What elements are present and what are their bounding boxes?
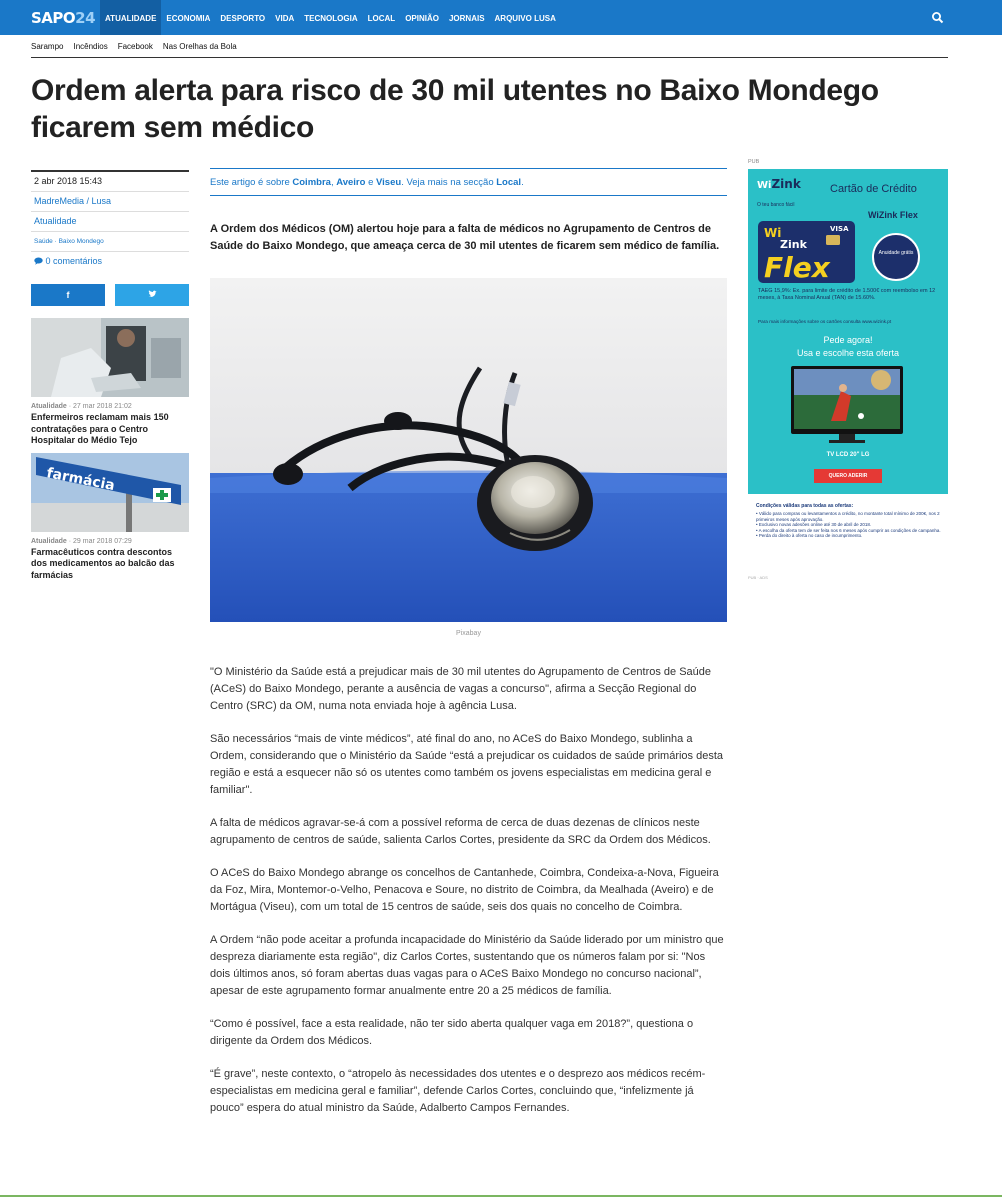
tag-facebook[interactable]: Facebook bbox=[117, 42, 153, 51]
ad-badge-text: Anuidade grátis bbox=[878, 250, 914, 256]
about-link-local[interactable]: Local bbox=[496, 177, 522, 188]
article-paragraph: “Como é possível, face a esta realidade, não ter sido aberta qualquer vaga em 2018?”, questiona o dirigente da Ordem dos Médicos. bbox=[210, 1018, 694, 1047]
article-source[interactable]: MadreMedia / Lusa bbox=[31, 192, 189, 212]
twitter-icon bbox=[148, 290, 157, 298]
comments-link[interactable] bbox=[31, 252, 189, 271]
related-article-date: · 29 mar 2018 07:29 bbox=[66, 537, 132, 545]
article-paragraph: "O Ministério da Saúde está a prejudicar mais de 30 mil utentes do Agrupamento de Centros de Saúde (ACeS) do Baixo Mondego, perante a ausência de vagas a concurso", afirma a Secção Regional do Centro (SRC) da OM, numa nota enviada hoje à agência Lusa. bbox=[210, 666, 712, 712]
about-prefix: Este artigo é sobre bbox=[210, 177, 293, 188]
about-link-viseu[interactable]: Viseu bbox=[376, 177, 402, 188]
article-date: 2 abr 2018 15:43 bbox=[31, 170, 189, 192]
related-article-title[interactable]: Farmacêuticos contra descontos dos medicamentos ao balcão das farmácias bbox=[31, 546, 175, 580]
article-topics[interactable]: Saúde · Baixo Mondego bbox=[31, 232, 189, 252]
twitter-share-button[interactable] bbox=[115, 284, 189, 306]
related-article-image[interactable] bbox=[31, 318, 189, 397]
photo-caption: Pixabay bbox=[456, 630, 481, 637]
ad-cta-1: Pede agora! bbox=[823, 335, 873, 345]
article-paragraph: São necessários “mais de vinte médicos”, até final do ano, no ACeS do Baixo Mondego, sublinha a Ordem, considerando que o Ministério da Saúde “está a prejudicar os cuidados de saúde primários desta região e está a esquecer não só os utentes como também os jovens especialistas em medicina geral e familiar". bbox=[210, 733, 724, 796]
article-paragraphs bbox=[210, 664, 727, 1117]
ad-terms bbox=[756, 503, 944, 539]
pharmacy-sign-text: farmácia bbox=[45, 464, 117, 494]
article-title: Ordem alerta para risco de 30 mil utentes no Baixo Mondego ficarem sem médico bbox=[31, 74, 879, 144]
nav-item-opiniao[interactable]: OPINIÃO bbox=[405, 14, 439, 23]
logo-number: 24 bbox=[75, 9, 96, 27]
related-article[interactable] bbox=[31, 318, 189, 447]
article-about-bar bbox=[210, 168, 727, 196]
article-body bbox=[210, 168, 727, 1133]
article-lead: A Ordem dos Médicos (OM) alertou hoje para a falta de médicos no Agrupamento de Centros de Saúde do Baixo Mondego, que ameaça cerca de 30 mil utentes de ficarem sem médico de família. bbox=[210, 223, 720, 252]
ad-info: Para mais informações sobre os cartões consulta www.wizink.pt bbox=[758, 319, 892, 324]
card-visa-text: VISA bbox=[830, 225, 849, 233]
nav-item-economia[interactable]: ECONOMIA bbox=[166, 14, 211, 23]
ad-headline: Cartão de Crédito bbox=[830, 183, 917, 195]
ad-tv-label: TV LCD 20" LG bbox=[826, 452, 870, 458]
card-brand-wi: Wi bbox=[764, 226, 782, 240]
ad-terms-line: • A escolha da oferta tem de ser feita nos 6 meses após cumprir as condições de campanha. bbox=[756, 527, 941, 533]
ad-terms-line: • Perda do direito à oferta no caso de incumprimento. bbox=[756, 533, 863, 539]
search-icon[interactable] bbox=[931, 11, 945, 25]
trending-tags bbox=[31, 38, 948, 58]
related-article-title[interactable]: Enfermeiros reclamam mais 150 contratações para o Centro Hospitalar do Médio Tejo bbox=[31, 412, 169, 445]
tag-sarampo[interactable]: Sarampo bbox=[31, 42, 64, 51]
about-and: e bbox=[365, 177, 376, 188]
ad-brand-logo bbox=[757, 177, 801, 191]
nav-item-tecnologia[interactable]: TECNOLOGIA bbox=[304, 14, 358, 23]
tag-incendios[interactable]: Incêndios bbox=[73, 42, 108, 51]
about-end: . bbox=[521, 177, 524, 188]
comment-icon bbox=[34, 257, 43, 265]
related-article-meta bbox=[31, 403, 189, 410]
nav-item-local[interactable]: LOCAL bbox=[367, 14, 396, 23]
about-link-aveiro[interactable]: Aveiro bbox=[336, 177, 366, 188]
related-article-meta bbox=[31, 538, 189, 545]
ad-product: WiZink Flex bbox=[868, 210, 918, 220]
related-article-section: Atualidade bbox=[31, 403, 67, 410]
nav-item-desporto[interactable]: DESPORTO bbox=[220, 14, 266, 23]
main-nav bbox=[100, 0, 561, 35]
ad-join-button[interactable]: QUERO ADERIR bbox=[814, 469, 882, 483]
article-section[interactable]: Atualidade bbox=[31, 212, 189, 232]
ad-terms-title: Condições válidas para todas as ofertas: bbox=[756, 503, 854, 509]
ad-brand-wi: Wi bbox=[757, 180, 772, 191]
ad-tv-image bbox=[791, 366, 903, 444]
facebook-icon: f bbox=[66, 290, 70, 300]
nav-item-arquivo-lusa[interactable]: ARQUIVO LUSA bbox=[494, 14, 556, 23]
ad-footer-tiny: PUB · ADS bbox=[748, 575, 768, 580]
ad-terms-line: • Exclusivo novas adesões online até 30 de abril de 2018. bbox=[756, 522, 872, 528]
about-more: . Veja mais na secção bbox=[401, 177, 497, 188]
top-navbar bbox=[0, 0, 1002, 35]
tag-nas-orelhas-da-bola[interactable]: Nas Orelhas da Bola bbox=[162, 42, 237, 51]
site-logo[interactable] bbox=[31, 9, 95, 27]
article-paragraph: O ACeS do Baixo Mondego abrange os concelhos de Cantanhede, Coimbra, Condeixa-a-Nova, Figueira da Foz, Mira, Montemor-o-Velho, Penacova e Soure, no distrito de Coimbra, da Mealhada (Aveiro) e de Mortágua (Viseu), com um total de 15 centros de saúde, seis dos quais no concelho de Coimbra. bbox=[210, 867, 719, 913]
article-paragraph: A falta de médicos agravar-se-á com a possível reforma de cerca de duas dezenas de clínicos neste agrupamento de centros de saúde, salienta Carlos Cortes, presidente da SRC da Ordem dos Médicos. bbox=[210, 817, 711, 846]
article-paragraph: “É grave”, neste contexto, o “atropelo às necessidades dos utentes e o desprezo aos médicos recém-especialistas em medicina geral e familiar”, defende Carlos Cortes, concluindo que, “infelizmente já pouco” espera do atual ministro da Saúde, Adalberto Campos Fernandes. bbox=[210, 1068, 706, 1114]
facebook-share-button[interactable] bbox=[31, 284, 105, 306]
card-flex-text: Flex bbox=[764, 251, 830, 283]
ad-terms-line: • Válido para compras ou levantamentos a crédito, no montante total mínimo de 200€, nos 2 primeiros meses após aprovação. bbox=[756, 511, 940, 522]
related-article-date: · 27 mar 2018 21:02 bbox=[66, 403, 132, 410]
related-article[interactable] bbox=[31, 453, 189, 582]
comments-count: 0 comentários bbox=[45, 256, 103, 266]
nav-item-jornais[interactable]: JORNAIS bbox=[448, 14, 485, 23]
ad-credit-card bbox=[758, 221, 855, 283]
ad-brand-zink: Zink bbox=[771, 177, 801, 191]
ad-cta-2: Usa e escolhe esta oferta bbox=[796, 348, 900, 358]
ad-tagline: O teu banco fácil bbox=[757, 202, 795, 208]
ad-badge bbox=[872, 233, 920, 281]
related-article-section: Atualidade bbox=[31, 537, 67, 545]
related-article-image[interactable] bbox=[31, 453, 189, 532]
about-link-coimbra[interactable]: Coimbra bbox=[292, 177, 331, 188]
article-photo bbox=[210, 278, 727, 622]
wizink-ad-banner[interactable] bbox=[748, 169, 948, 494]
ad-taeg: TAEG 15,9%: Ex. para limite de crédito de 1.500€ com reembolso em 12 meses, à Taxa Nominal Anual (TAN) de 15.60%. bbox=[758, 288, 936, 301]
nav-item-vida[interactable]: VIDA bbox=[275, 14, 295, 23]
share-buttons bbox=[31, 284, 189, 306]
logo-main: SAPO bbox=[31, 9, 76, 27]
ad-label: PUB bbox=[748, 159, 760, 165]
article-paragraph: A Ordem “não pode aceitar a profunda incapacidade do Ministério da Saúde liderado por um ministro que despreza diariamente esta região", diz Carlos Cortes, sustentando que os números falam por si: "Nos dois últimos anos, só foram abertas duas vagas para o ACeS Baixo Mondego no concurso nacional”, apesar de este agrupamento formar anualmente entre 20 a 25 médicos de família. bbox=[210, 934, 724, 997]
article-meta-sidebar bbox=[31, 170, 189, 581]
about-sep: , bbox=[330, 177, 337, 188]
card-brand-zink: Zink bbox=[780, 238, 807, 251]
nav-item-atualidade[interactable]: ATUALIDADE bbox=[100, 0, 161, 35]
